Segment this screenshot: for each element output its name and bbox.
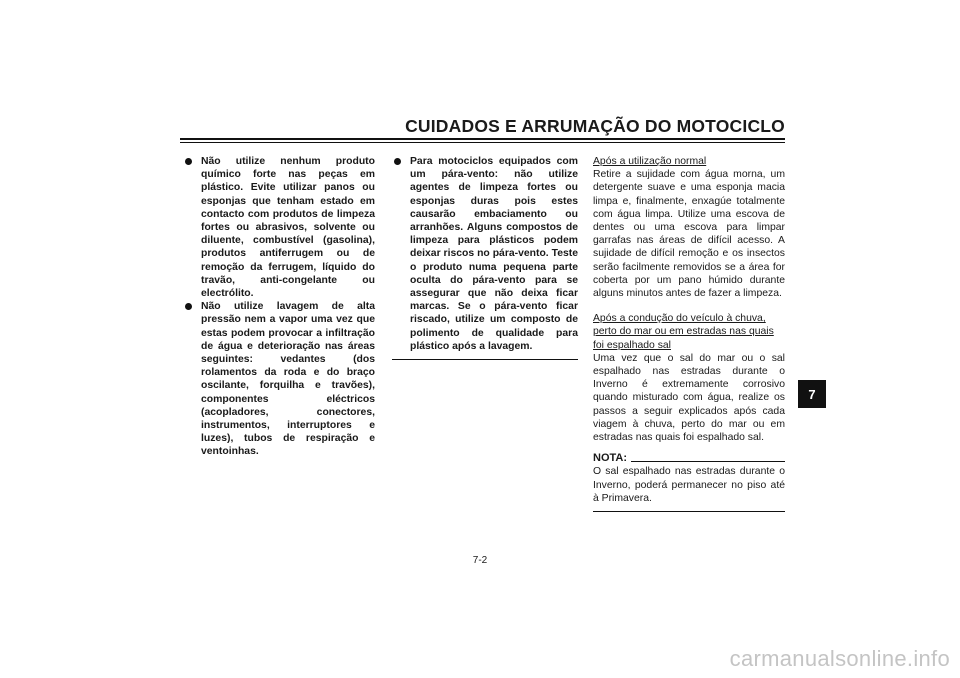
bullet-icon	[394, 158, 401, 165]
watermark: carmanualsonline.info	[729, 646, 950, 671]
bullet-text: Para motociclos equipados com um pára-vento: não utilize agentes de limpeza fortes ou esponjas duras pois estes causarão embaciamento ou arranhões. Alguns compostos de limpeza para plásticos podem deixar riscos no pára-vento. Teste o produto numa pequena parte oculta do pára-vento para se assegurar que não deixa ficar marcas. Se o pára-vento ficar riscado, utilize um composto de polimento de qualidade para plástico após a lavagem.	[410, 156, 578, 352]
page-number: 7-2	[472, 555, 488, 566]
bullet-icon	[185, 303, 192, 310]
note-text: O sal espalhado nas estradas durante o Inverno, poderá permanecer no piso até à Primavera.	[593, 466, 785, 504]
chapter-tab: 7	[798, 380, 826, 408]
bullet-item	[392, 155, 578, 353]
title-rule-thin	[180, 142, 785, 143]
paragraph-normal-use: Retire a sujidade com água morna, um detergente suave e uma esponja macia limpa e, finalmente, enxagúe totalmente com água limpa. Utilize uma escova de dentes ou uma escova para limpar garrafas nas áreas de difícil acesso. A sujidade de difícil remoção e os insectos serão facilmente removidos se a área for coberta por um pano húmido durante alguns minutos antes de fazer a limpeza.	[593, 169, 785, 300]
bullet-item	[183, 155, 375, 300]
bullet-text: Não utilize nenhum produto químico forte nas peças em plástico. Evite utilizar panos ou esponjas que tenham estado em contacto com produtos de limpeza fortes ou abrasivos, solvente ou diluente, combustível (gasolina), produtos antiferrugem ou de remoção da ferrugem, líquido do travão, anti-congelante ou electrólito.	[201, 156, 375, 300]
bullet-icon	[185, 158, 192, 165]
warning-end-rule	[392, 359, 578, 360]
note-header	[593, 452, 785, 465]
paragraph-rain-sea-salt: Uma vez que o sal do mar ou o sal espalhado nas estradas durante o Inverno é extremamente corrosivo quando misturado com água, realize os passos a seguir explicados após cada viagem à chuva, perto do mar ou em estradas nas quais foi espalhado sal.	[593, 352, 785, 444]
note-end-rule	[593, 511, 785, 512]
bullet-text: Não utilize lavagem de alta pressão nem a vapor uma vez que estas podem provocar a infiltração de água e deterioração nas áreas seguintes: vedantes (dos rolamentos da roda e do braço oscilante, forquilha e travões), componentes eléctricos (acopladores, conectores, instrumentos, interruptores e luzes), tubos de respiração e ventoinhas.	[201, 301, 375, 458]
column-2	[392, 155, 578, 360]
title-rule-thick	[180, 138, 785, 140]
section-heading-normal-use: Após a utilização normal	[593, 156, 707, 167]
column-3	[593, 155, 785, 512]
section-heading-rain-sea-salt: Após a condução do veículo à chuva, perto do mar ou em estradas nas quais foi espalhado sal	[593, 313, 774, 351]
page-title: CUIDADOS E ARRUMAÇÃO DO MOTOCICLO	[405, 116, 785, 136]
note-rule	[631, 461, 785, 462]
bullet-item	[183, 300, 375, 458]
note-label: NOTA:	[593, 452, 628, 465]
column-1	[183, 155, 375, 459]
